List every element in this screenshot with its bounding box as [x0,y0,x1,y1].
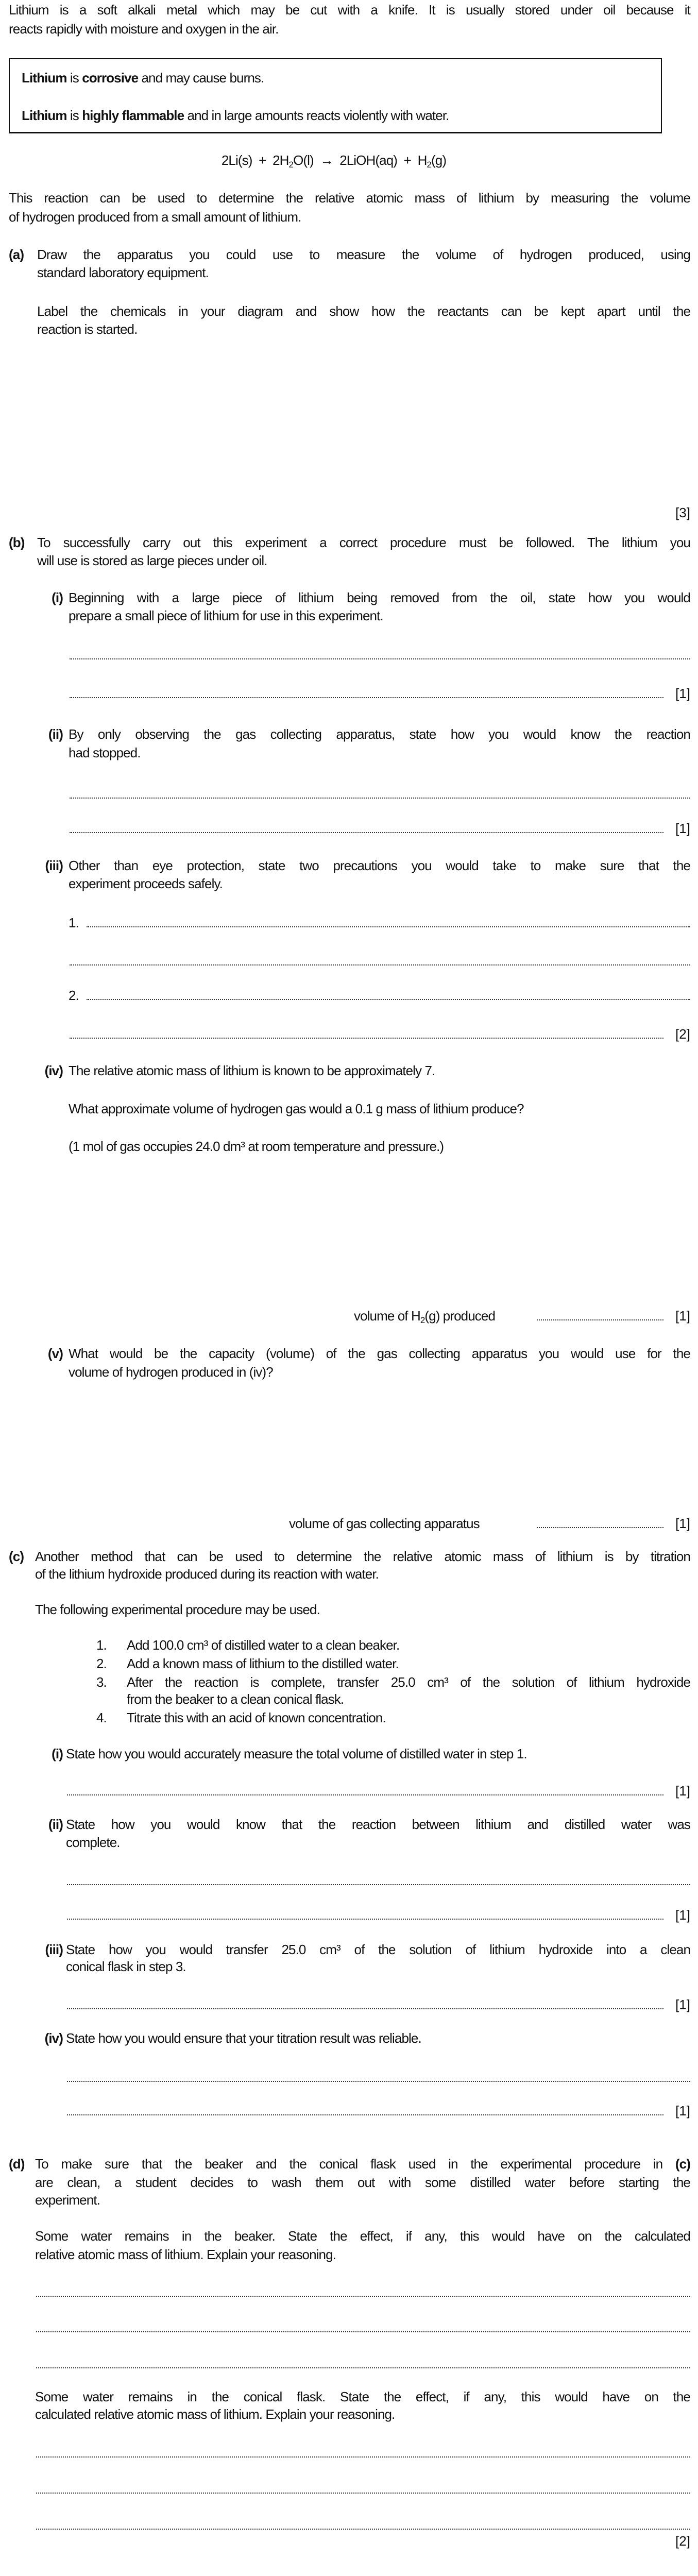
part-b-iv-label: (iv) [44,1063,63,1078]
diagram-answer-space[interactable] [37,343,690,502]
part-c-iii-question: State how you would transfer 25.0 cm³ of the solution of lithium hydroxide into a clean [66,1942,690,1957]
part-b-intro: To successfully carry out this experiment a correct procedure must be followed. The lithium you [37,535,690,550]
marks-c-iii: [1] [675,1997,690,2012]
answer-line[interactable] [70,697,663,698]
part-c-iv-label: (iv) [44,2030,63,2046]
marks-b-i: [1] [675,686,690,701]
marks-c-iv: [1] [675,2103,690,2119]
step-number: 3. [96,1674,107,1690]
part-c-iii-label: (iii) [45,1942,63,1957]
step-number: 2. [96,1656,107,1671]
apparatus-volume-answer-line[interactable] [537,1527,663,1528]
part-c-i-question: State how you would accurately measure the total volume of distilled water in step 1. [66,1746,527,1761]
answer-line[interactable] [87,999,690,1000]
part-a-question: standard laboratory equipment. [37,265,209,280]
answer-line[interactable] [36,2367,690,2368]
marks-a: [3] [675,505,690,520]
part-c-i-label: (i) [52,1746,63,1761]
step-text: Add a known mass of lithium to the distilled water. [127,1656,399,1671]
part-b-ii-label: (ii) [48,726,63,742]
part-c-ii-question: State how you would know that the reaction between lithium and distilled water was [66,1817,690,1832]
part-d-intro: experiment. [35,2192,100,2208]
answer-line[interactable] [87,926,690,927]
part-b-ii-question: By only observing the gas collecting apparatus, state how you would know the reaction [69,726,690,742]
part-b-v-question: volume of hydrogen produced in (iv)? [69,1364,273,1380]
step-number: 4. [96,1710,107,1725]
answer-line[interactable] [67,2114,663,2115]
part-b-i-label: (i) [52,590,63,605]
h2-volume-answer-line[interactable] [537,1319,663,1320]
answer-line[interactable] [36,2529,690,2530]
h2-volume-label: volume of $H_2(g)$ produced [354,1308,496,1325]
beaker-question: Some water remains in the beaker. State the effect, if any, this would have on the calculated [35,2228,690,2244]
answer-line[interactable] [36,2493,690,2494]
answer-line[interactable] [70,964,690,965]
part-c-iii-question: conical flask in step 3. [66,1959,186,1974]
flask-question: calculated relative atomic mass of lithium. Explain your reasoning. [35,2406,395,2422]
chemical-equation: $2Li(s) + 2H_2O(l)$ → 2LiOH(aq) + $H_2(g)$ [221,152,447,170]
hazard-corrosive: Lithium is corrosive and may cause burns. [22,70,264,86]
part-c-ii-label: (ii) [48,1817,63,1832]
part-b-iii-question: experiment proceeds safely. [69,876,223,891]
marks-c-i: [1] [675,1783,690,1799]
answer-line[interactable] [67,2008,663,2009]
part-d-label: (d) [9,2156,25,2172]
part-b-iii-question: Other than eye protection, state two precautions you would take to make sure that the [69,858,690,873]
answer-line[interactable] [36,2331,690,2332]
hazard-flammable: Lithium is highly flammable and in large amounts reacts violently with water. [22,108,449,123]
part-b-i-question: prepare a small piece of lithium for use in this experiment. [69,608,383,623]
part-c-ii-question: complete. [66,1835,120,1850]
apparatus-volume-label: volume of gas collecting apparatus [289,1516,480,1531]
answer-line[interactable] [67,1884,690,1885]
precaution-1-number: 1. [69,915,79,930]
step-text: Titrate this with an acid of known concentration. [127,1710,386,1725]
step-text: Add 100.0 cm³ of distilled water to a clean beaker. [127,1637,400,1653]
part-b-v-label: (v) [47,1346,63,1361]
marks-b-iv: [1] [675,1308,690,1324]
part-b-iv-question: What approximate volume of hydrogen gas would a 0.1 g mass of lithium produce? [69,1101,524,1116]
answer-line[interactable] [67,1919,663,1920]
answer-line[interactable] [70,658,690,659]
part-b-ii-question: had stopped. [69,745,141,760]
answer-line[interactable] [36,2456,690,2458]
step-number: 1. [96,1637,107,1653]
part-b-iv-data: (1 mol of gas occupies 24.0 dm³ at room temperature and pressure.) [69,1139,444,1154]
context-text-line: of hydrogen produced from a small amount of lithium. [9,209,301,225]
part-c-iv-question: State how you would ensure that your titration result was reliable. [66,2030,421,2046]
part-b-label: (b) [9,535,25,550]
marks-b-v: [1] [675,1516,690,1531]
part-b-v-question: What would be the capacity (volume) of the gas collecting apparatus you would use for the [69,1346,690,1361]
answer-line[interactable] [70,1038,663,1039]
part-b-intro: will use is stored as large pieces under oil. [37,553,267,568]
answer-line[interactable] [36,2296,690,2297]
marks-c-ii: [1] [675,1907,690,1923]
intro-text-line: Lithium is a soft alkali metal which may be cut with a knife. It is usually stored under oil because it [9,2,690,18]
precaution-2-number: 2. [69,988,79,1003]
part-b-iv-text: The relative atomic mass of lithium is known to be approximately 7. [69,1063,435,1078]
beaker-question: relative atomic mass of lithium. Explain your reasoning. [35,2247,336,2262]
answer-line[interactable] [70,798,690,799]
part-b-iii-label: (iii) [45,858,63,873]
part-a-instruction: Label the chemicals in your diagram and show how the reactants can be kept apart until the [37,303,690,319]
part-c-label: (c) [9,1549,24,1564]
marks-b-iii: [2] [675,1026,690,1042]
part-b-i-question: Beginning with a large piece of lithium being removed from the oil, state how you would [69,590,690,605]
marks-d: [2] [675,2533,690,2549]
marks-b-ii: [1] [675,821,690,836]
step-text: After the reaction is complete, transfer 25.0 cm³ of the solution of lithium hydroxide [127,1674,690,1690]
step-text: from the beaker to a clean conical flask. [127,1691,344,1707]
procedure-intro: The following experimental procedure may be used. [35,1602,320,1617]
part-a-instruction: reaction is started. [37,321,138,337]
flask-question: Some water remains in the conical flask. State the effect, if any, this would have on the [35,2389,690,2404]
intro-text-line: reacts rapidly with moisture and oxygen in the air. [9,21,279,37]
part-a-label: (a) [9,247,24,262]
part-c-intro: of the lithium hydroxide produced during its reaction with water. [35,1566,379,1582]
answer-line[interactable] [70,832,663,833]
part-d-intro: To make sure that the beaker and the conical flask used in the experimental procedure in (c) [35,2156,690,2172]
answer-line[interactable] [67,1794,663,1795]
part-c-intro: Another method that can be used to determine the relative atomic mass of lithium is by titration [35,1549,690,1564]
context-text-line: This reaction can be used to determine the relative atomic mass of lithium by measuring the volume [9,190,690,206]
answer-line[interactable] [67,2081,690,2082]
part-d-intro: are clean, a student decides to wash them out with some distilled water before starting the [35,2175,690,2190]
part-a-question: Draw the apparatus you could use to measure the volume of hydrogen produced, using [37,247,690,262]
